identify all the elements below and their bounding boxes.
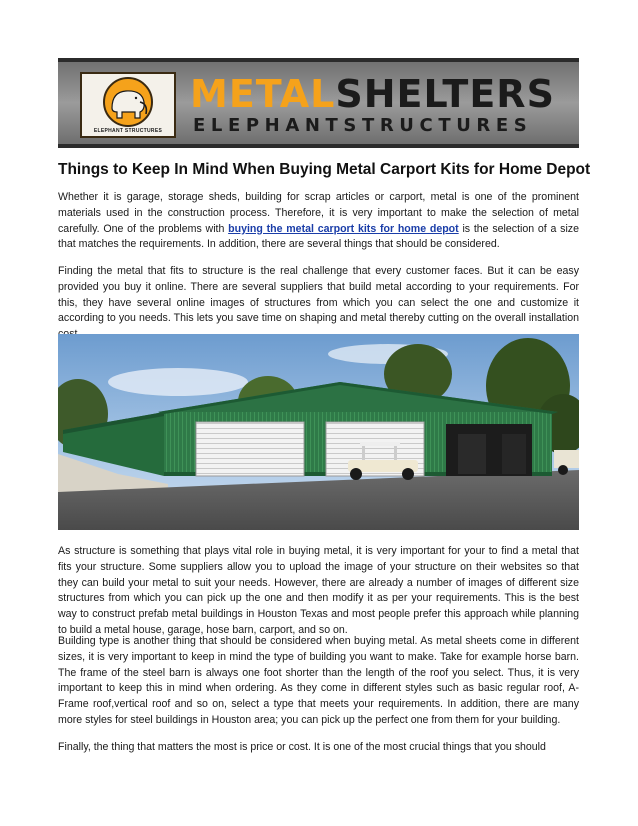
brand-shelters: SHELTERS <box>335 72 555 116</box>
paragraph-structure: As structure is something that plays vital role in buying metal, it is very important for your to find a metal that fits your structure. Some suppliers allow you to upload the image of your structure on their websites so that they can build your metal to suit your needs. However, there are already a number of images of different size structures from which you can pick up the one and then modify it as per your requirements. This is the best way to construct prefab metal buildings in Houston Texas and most people prefer this approach while planning to build a metal house, garage, hose barn, carport, and so on. <box>58 545 579 636</box>
paragraph-intro-text: Whether it is garage, storage sheds, building for scrap articles or carport, metal is one of the prominent materials used in the construction process. Therefore, it is very important to make the selection of metal carefully. One of the problems with <box>58 191 579 235</box>
brand-subtitle: ELEPHANTSTRUCTURES <box>193 115 533 136</box>
brand-metal: METAL <box>190 72 336 116</box>
elephant-logo-badge <box>80 72 176 138</box>
paragraph-price: Finally, the thing that matters the most is price or cost. It is one of the most crucial things that you should <box>58 741 546 753</box>
badge-caption: ELEPHANT STRUCTURES <box>93 128 163 134</box>
paragraph-finding-metal: Finding the metal that fits to structure is the real challenge that every customer faces. But it can be easy provided you buy it online. There are several suppliers that build metal according to your requirements. For this, they have several online images of structures from which you can select the one and customize it according to you needs. This lets you save time on shaping and metal thereby cutting on the overall installation <box>58 265 579 325</box>
brand-wordmark <box>190 74 555 114</box>
metal-building-photo <box>58 334 579 530</box>
header-banner <box>58 58 579 148</box>
paragraph-building-type: Building type is another thing that should be considered when buying metal. As metal sheets come in different sizes, it is very important to keep in mind the type of building you want to make. Take for example horse barn. The frame of the steel barn is always one foot shorter than the length of the roof you select. Thus, it is very important to keep this in mind when ordering. As they come in different styles such as basic regular roof, A-Frame roof,vertical roof and so on, select a type that meets your requirements. In addition, there are many more styles for steel buildings in Houston area; you can pick up the perfect one from them for your building. <box>58 635 579 726</box>
page-title: Things to Keep In Mind When Buying Metal Carport Kits for Home Depot <box>58 161 591 178</box>
elephant-icon <box>82 74 174 136</box>
carport-kits-link[interactable]: buying the metal carport kits for home depot <box>228 222 459 235</box>
paragraph-intro <box>58 190 579 253</box>
paragraph-intro-text-end: is the selection of a size that matches the requirements. In addition, there are several things that should be considered. <box>58 222 579 251</box>
